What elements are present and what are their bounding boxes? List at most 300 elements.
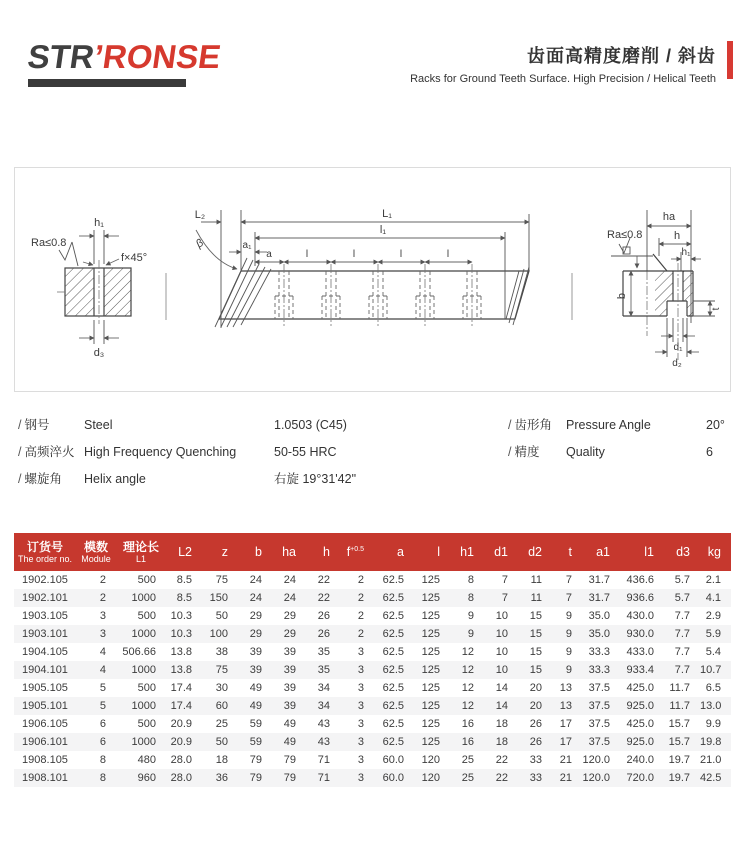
table-cell: 7 xyxy=(565,592,572,604)
table-cell: 39 xyxy=(283,700,296,712)
table-cell: 8 xyxy=(467,592,474,604)
table-cell: 9 xyxy=(565,664,572,676)
table-cell: 125 xyxy=(421,574,440,586)
table-cell: 28.0 xyxy=(170,754,192,766)
table-cell: 20 xyxy=(529,682,542,694)
spec-row-quality xyxy=(508,443,730,461)
table-cell: 60.0 xyxy=(382,772,404,784)
logo-underline-bar xyxy=(28,79,186,87)
dim-label-a: a xyxy=(266,249,272,260)
table-cell: 125 xyxy=(421,718,440,730)
column-header: h1 xyxy=(450,533,484,571)
table-cell: 33 xyxy=(529,754,542,766)
table-cell: 10 xyxy=(495,610,508,622)
dim-label-h1: h₁ xyxy=(94,217,104,229)
table-cell: 933.4 xyxy=(626,664,654,676)
table-cell: 16 xyxy=(461,736,474,748)
table-cell: 26 xyxy=(317,610,330,622)
table-cell: 15 xyxy=(529,646,542,658)
table-cell: 7.7 xyxy=(674,664,690,676)
dim-label-L2: L₂ xyxy=(194,209,206,221)
table-cell: 1000 xyxy=(131,664,156,676)
table-cell: 37.5 xyxy=(588,682,610,694)
table-cell: 39 xyxy=(283,664,296,676)
chamfer-label: f×45° xyxy=(121,252,148,264)
spec-column-left xyxy=(18,416,478,497)
table-cell: 17 xyxy=(559,736,572,748)
table-row xyxy=(14,589,731,607)
table-cell: 62.5 xyxy=(382,592,404,604)
table-cell: 9.9 xyxy=(705,718,721,730)
spec-row-pressure-angle xyxy=(508,416,730,434)
table-cell: 33.3 xyxy=(588,664,610,676)
table-cell: 22 xyxy=(317,592,330,604)
table-cell: 17.4 xyxy=(170,682,192,694)
table-cell: 5 xyxy=(99,700,106,712)
table-cell: 50 xyxy=(215,736,228,748)
table-cell: 425.0 xyxy=(626,718,654,730)
dim-label-h1: h₁ xyxy=(681,247,691,258)
dim-label-l: l xyxy=(446,249,450,260)
table-cell: 10.3 xyxy=(170,610,192,622)
table-cell: 31.7 xyxy=(588,574,610,586)
table-row xyxy=(14,697,731,715)
logo-part-dark: STR xyxy=(25,38,97,75)
table-cell: 75 xyxy=(215,664,228,676)
table-cell: 13 xyxy=(559,682,572,694)
table-cell: 2.9 xyxy=(705,610,721,622)
dim-label-h: h xyxy=(673,230,681,242)
table-cell: 1904.101 xyxy=(22,664,68,676)
column-header: d1 xyxy=(484,533,518,571)
table-cell: 1000 xyxy=(131,700,156,712)
table-cell: 14 xyxy=(495,700,508,712)
table-cell: 2 xyxy=(357,574,364,586)
table-cell: 1903.105 xyxy=(22,610,68,622)
table-cell: 62.5 xyxy=(382,664,404,676)
table-cell: 79 xyxy=(283,754,296,766)
table-row xyxy=(14,715,731,733)
spec-label-zh: / 精度 xyxy=(508,445,540,459)
table-cell: 500 xyxy=(137,610,156,622)
column-header: z xyxy=(202,533,238,571)
dim-label-l1: l₁ xyxy=(379,224,387,236)
table-cell: 7.7 xyxy=(674,628,690,640)
table-cell: 930.0 xyxy=(626,628,654,640)
table-cell: 5.7 xyxy=(674,592,690,604)
table-cell: 720.0 xyxy=(626,772,654,784)
table-cell: 12 xyxy=(461,646,474,658)
table-cell: 12 xyxy=(461,682,474,694)
table-cell: 25 xyxy=(461,754,474,766)
column-header: ha xyxy=(272,533,306,571)
column-header: d2 xyxy=(518,533,552,571)
table-row xyxy=(14,625,731,643)
left-section-view xyxy=(31,217,147,359)
column-header: a1 xyxy=(582,533,620,571)
table-row xyxy=(14,751,731,769)
table-cell: 3 xyxy=(357,682,364,694)
table-cell: 39 xyxy=(283,682,296,694)
table-cell: 22 xyxy=(495,754,508,766)
end-section-view xyxy=(607,210,722,369)
table-cell: 3 xyxy=(357,718,364,730)
dim-label-d1: d₁ xyxy=(673,342,683,353)
table-cell: 11.7 xyxy=(669,682,690,694)
logo-part-red: ’RONSE xyxy=(91,38,224,75)
table-cell: 20.9 xyxy=(170,718,192,730)
table-cell: 2 xyxy=(99,574,106,586)
spec-slash: / xyxy=(18,472,22,486)
table-cell: 936.6 xyxy=(626,592,654,604)
spec-label-zh: / 齿形角 xyxy=(508,418,552,432)
table-cell: 9 xyxy=(467,628,474,640)
table-cell: 1903.101 xyxy=(22,628,68,640)
logo-text xyxy=(26,40,223,73)
table-cell: 38 xyxy=(215,646,228,658)
table-cell: 37.5 xyxy=(588,736,610,748)
table-cell: 39 xyxy=(249,646,262,658)
table-cell: 34 xyxy=(317,700,330,712)
table-cell: 9 xyxy=(467,610,474,622)
table-cell: 480 xyxy=(137,754,156,766)
table-cell: 37.5 xyxy=(588,718,610,730)
table-cell: 6 xyxy=(99,718,106,730)
dim-label-beta: β xyxy=(193,237,206,251)
table-cell: 13.8 xyxy=(170,664,192,676)
spec-label-en: High Frequency Quenching xyxy=(84,445,237,459)
table-cell: 1902.101 xyxy=(22,592,68,604)
table-row xyxy=(14,769,731,787)
table-cell: 33 xyxy=(529,772,542,784)
table-cell: 125 xyxy=(421,682,440,694)
table-cell: 62.5 xyxy=(382,718,404,730)
column-header: L2 xyxy=(166,533,202,571)
table-cell: 29 xyxy=(249,628,262,640)
table-cell: 925.0 xyxy=(626,736,654,748)
table-cell: 35 xyxy=(317,646,330,658)
table-cell: 33.3 xyxy=(588,646,610,658)
column-header: h xyxy=(306,533,340,571)
table-cell: 436.6 xyxy=(626,574,654,586)
table-row xyxy=(14,571,731,589)
spec-slash: / xyxy=(18,445,22,459)
table-cell: 12 xyxy=(461,664,474,676)
table-cell: 62.5 xyxy=(382,682,404,694)
table-cell: 2 xyxy=(357,592,364,604)
table-cell: 7 xyxy=(501,592,508,604)
spec-label-en: Pressure Angle xyxy=(566,418,651,432)
table-cell: 433.0 xyxy=(626,646,654,658)
table-body xyxy=(14,571,731,787)
table-cell: 506.66 xyxy=(122,646,156,658)
table-cell: 13 xyxy=(559,700,572,712)
spec-row-quenching xyxy=(18,443,478,461)
table-cell: 5.9 xyxy=(705,628,721,640)
dim-label-a1: a₁ xyxy=(242,240,252,251)
table-cell: 49 xyxy=(249,700,262,712)
table-cell: 15 xyxy=(529,628,542,640)
page-title-zh: 齿面高精度磨削 / 斜齿 xyxy=(526,46,716,66)
spec-label-en: Helix angle xyxy=(84,472,146,486)
column-header: 模数 Module xyxy=(76,533,116,571)
table-cell: 24 xyxy=(249,592,262,604)
table-cell: 11 xyxy=(530,592,542,604)
dim-label-ha: ha xyxy=(662,211,676,223)
table-cell: 18 xyxy=(495,736,508,748)
column-header: t xyxy=(552,533,582,571)
table-cell: 925.0 xyxy=(626,700,654,712)
column-header: 订货号 The order no. xyxy=(14,533,76,571)
table-row xyxy=(14,607,731,625)
table-row xyxy=(14,643,731,661)
table-cell: 22 xyxy=(495,772,508,784)
table-cell: 500 xyxy=(137,718,156,730)
table-cell: 125 xyxy=(421,628,440,640)
table-cell: 1000 xyxy=(131,628,156,640)
dim-label-L1: L₁ xyxy=(382,208,392,220)
table-cell: 19.8 xyxy=(700,736,722,748)
spec-label-en: Steel xyxy=(84,418,113,432)
table-cell: 9 xyxy=(565,646,572,658)
page-title xyxy=(410,42,716,85)
column-header: l1 xyxy=(620,533,664,571)
table-cell: 35.0 xyxy=(588,628,610,640)
table-cell: 4 xyxy=(99,664,106,676)
dim-label-d2: d₂ xyxy=(672,358,682,369)
table-cell: 3 xyxy=(357,736,364,748)
title-accent-bar xyxy=(727,41,733,79)
table-cell: 62.5 xyxy=(382,610,404,622)
table-cell: 1902.105 xyxy=(22,574,68,586)
table-cell: 15.7 xyxy=(668,718,690,730)
table-cell: 125 xyxy=(421,646,440,658)
table-cell: 24 xyxy=(249,574,262,586)
table-cell: 79 xyxy=(249,772,262,784)
spec-value: 1.0503 (C45) xyxy=(274,418,347,432)
column-header: d3 xyxy=(664,533,700,571)
spec-slash: / xyxy=(508,445,512,459)
table-cell: 24 xyxy=(283,592,296,604)
dim-label-l: l xyxy=(352,249,356,260)
table-cell: 3 xyxy=(99,628,106,640)
table-cell: 30 xyxy=(215,682,228,694)
table-cell: 10 xyxy=(495,664,508,676)
spec-label-zh: / 钢号 xyxy=(18,418,50,432)
table-cell: 8 xyxy=(99,772,106,784)
table-cell: 6.5 xyxy=(705,682,721,694)
table-cell: 10.7 xyxy=(700,664,722,676)
table-cell: 2.1 xyxy=(705,574,721,586)
table-cell: 19.7 xyxy=(668,772,690,784)
spec-value: 6 xyxy=(706,445,713,459)
table-cell: 2 xyxy=(357,610,364,622)
table-cell: 43 xyxy=(317,736,330,748)
table-cell: 1908.101 xyxy=(22,772,68,784)
table-cell: 22 xyxy=(317,574,330,586)
dim-label-b: b xyxy=(616,292,628,300)
table-cell: 49 xyxy=(283,718,296,730)
table-cell: 39 xyxy=(283,646,296,658)
table-cell: 21.0 xyxy=(700,754,722,766)
table-cell: 240.0 xyxy=(626,754,654,766)
table-cell: 3 xyxy=(357,700,364,712)
spec-value: 右旋 19°31'42" xyxy=(274,472,357,486)
table-cell: 26 xyxy=(529,736,542,748)
table-cell: 36 xyxy=(215,772,228,784)
table-cell: 3 xyxy=(357,772,364,784)
table-cell: 29 xyxy=(283,628,296,640)
table-cell: 125 xyxy=(421,736,440,748)
spec-column-right xyxy=(508,416,730,470)
spec-value: 50-55 HRC xyxy=(274,445,337,459)
table-cell: 42.5 xyxy=(700,772,722,784)
table-cell: 8 xyxy=(467,574,474,586)
table-cell: 120 xyxy=(421,772,440,784)
column-header: kg xyxy=(700,533,731,571)
table-cell: 430.0 xyxy=(626,610,654,622)
spec-row-helix-angle xyxy=(18,470,478,488)
table-cell: 49 xyxy=(249,682,262,694)
table-cell: 50 xyxy=(215,610,228,622)
table-cell: 24 xyxy=(283,574,296,586)
table-cell: 150 xyxy=(209,592,228,604)
column-header: $f^{+0.5}$ xyxy=(340,533,374,571)
table-cell: 7.7 xyxy=(674,646,690,658)
table-cell: 17.4 xyxy=(170,700,192,712)
table-cell: 500 xyxy=(137,682,156,694)
mounting-holes xyxy=(275,264,481,326)
table-cell: 17 xyxy=(559,718,572,730)
table-cell: 18 xyxy=(495,718,508,730)
table-cell: 5.4 xyxy=(705,646,721,658)
table-cell: 31.7 xyxy=(588,592,610,604)
table-cell: 125 xyxy=(421,664,440,676)
dim-label-d3: d₃ xyxy=(93,347,105,359)
surface-finish-label: Ra≤0.8 xyxy=(31,237,67,249)
surface-finish-label: Ra≤0.8 xyxy=(607,229,643,241)
table-cell: 1905.101 xyxy=(22,700,68,712)
table-cell: 25 xyxy=(461,772,474,784)
table-cell: 6 xyxy=(99,736,106,748)
table-cell: 49 xyxy=(283,736,296,748)
product-table xyxy=(14,533,731,787)
table-cell: 3 xyxy=(99,610,106,622)
table-cell: 2 xyxy=(99,592,106,604)
table-cell: 35.0 xyxy=(588,610,610,622)
table-cell: 15 xyxy=(529,610,542,622)
table-cell: 16 xyxy=(461,718,474,730)
table-cell: 62.5 xyxy=(382,574,404,586)
table-cell: 960 xyxy=(137,772,156,784)
table-cell: 120.0 xyxy=(582,754,610,766)
table-cell: 8 xyxy=(99,754,106,766)
column-header: b xyxy=(238,533,272,571)
table-cell: 7 xyxy=(565,574,572,586)
table-cell: 26 xyxy=(529,718,542,730)
table-cell: 59 xyxy=(249,736,262,748)
table-cell: 2 xyxy=(357,628,364,640)
table-cell: 125 xyxy=(421,592,440,604)
table-row xyxy=(14,679,731,697)
table-cell: 18 xyxy=(215,754,228,766)
table-cell: 9 xyxy=(565,610,572,622)
column-header: l xyxy=(414,533,450,571)
table-cell: 1000 xyxy=(131,736,156,748)
table-cell: 125 xyxy=(421,700,440,712)
table-cell: 59 xyxy=(249,718,262,730)
table-cell: 125 xyxy=(421,610,440,622)
table-cell: 5.7 xyxy=(674,574,690,586)
table-cell: 60 xyxy=(215,700,228,712)
table-cell: 19.7 xyxy=(668,754,690,766)
table-cell: 62.5 xyxy=(382,628,404,640)
table-cell: 8.5 xyxy=(176,592,192,604)
table-cell: 3 xyxy=(357,754,364,766)
table-cell: 10.3 xyxy=(170,628,192,640)
table-cell: 4 xyxy=(99,646,106,658)
table-cell: 1906.101 xyxy=(22,736,68,748)
table-cell: 13.0 xyxy=(700,700,722,712)
table-cell: 62.5 xyxy=(382,736,404,748)
table-cell: 71 xyxy=(317,754,330,766)
table-cell: 37.5 xyxy=(588,700,610,712)
table-cell: 1908.105 xyxy=(22,754,68,766)
table-cell: 60.0 xyxy=(382,754,404,766)
spec-label-zh: / 螺旋角 xyxy=(18,472,62,486)
table-cell: 11 xyxy=(530,574,542,586)
table-cell: 62.5 xyxy=(382,646,404,658)
table-cell: 43 xyxy=(317,718,330,730)
table-cell: 1905.105 xyxy=(22,682,68,694)
table-cell: 79 xyxy=(283,772,296,784)
table-cell: 7 xyxy=(501,574,508,586)
table-cell: 4.1 xyxy=(705,592,721,604)
table-cell: 14 xyxy=(495,682,508,694)
table-cell: 62.5 xyxy=(382,700,404,712)
technical-drawing xyxy=(15,168,730,391)
dim-label-l: l xyxy=(305,249,309,260)
spec-slash: / xyxy=(18,418,22,432)
table-cell: 35 xyxy=(317,664,330,676)
table-cell: 39 xyxy=(249,664,262,676)
table-cell: 8.5 xyxy=(176,574,192,586)
table-cell: 1000 xyxy=(131,592,156,604)
table-cell: 25 xyxy=(215,718,228,730)
column-header: 理论长 L1 xyxy=(116,533,166,571)
table-cell: 13.8 xyxy=(170,646,192,658)
table-cell: 34 xyxy=(317,682,330,694)
page-title-en: Racks for Ground Teeth Surface. High Precision / Helical Teeth xyxy=(410,73,716,85)
table-cell: 425.0 xyxy=(626,682,654,694)
table-cell: 120 xyxy=(421,754,440,766)
spec-label-en: Quality xyxy=(566,445,605,459)
spec-label-zh: / 高频淬火 xyxy=(18,445,75,459)
table-cell: 15 xyxy=(529,664,542,676)
rack-side-view xyxy=(193,208,529,328)
table-cell: 21 xyxy=(559,754,572,766)
table-cell: 79 xyxy=(249,754,262,766)
table-cell: 3 xyxy=(357,664,364,676)
column-header: a xyxy=(374,533,414,571)
table-cell: 11.7 xyxy=(669,700,690,712)
table-cell: 29 xyxy=(283,610,296,622)
table-cell: 28.0 xyxy=(170,772,192,784)
brand-logo xyxy=(25,38,224,87)
table-cell: 9 xyxy=(565,628,572,640)
table-row xyxy=(14,733,731,751)
table-row xyxy=(14,661,731,679)
